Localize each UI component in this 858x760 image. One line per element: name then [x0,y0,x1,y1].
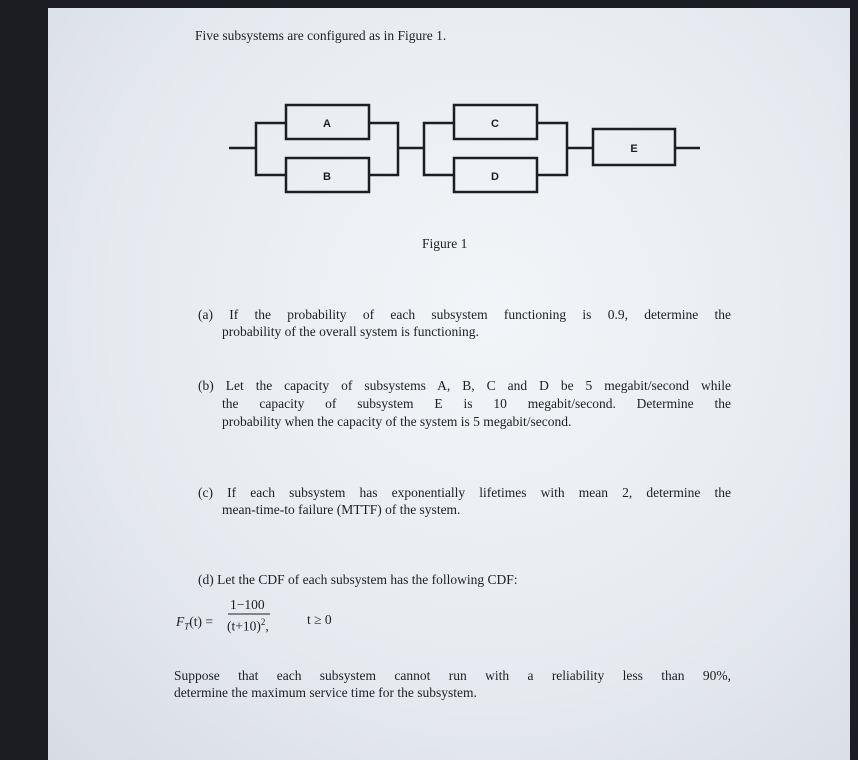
formula-arg: (t) = [189,614,213,629]
formula-subscript: T [184,621,190,632]
block-c-label: C [491,118,499,130]
formula-punct: , [265,618,269,634]
formula-numerator: 1−100 [230,597,265,612]
closing-line1: Suppose that each subsystem cannot run with a reliability less than 90%, [174,668,731,683]
figure-caption: Figure 1 [422,236,468,251]
part-a-line2: probability of the overall system is functioning. [222,324,479,339]
part-c-line2: mean-time-to failure (MTTF) of the system. [222,502,461,517]
part-c-line1: (c) If each subsystem has exponentially lifetimes with mean 2, determine the [198,485,731,500]
formula-lhs: F [176,614,185,629]
part-b-line2: the capacity of subsystem E is 10 megabit/second. Determine the [222,396,731,411]
block-a-label: A [323,118,331,130]
formula-exponent: 2 [260,617,266,627]
part-b-line3: probability when the capacity of the system is 5 megabit/second. [222,414,572,429]
closing-line2: determine the maximum service time for the subsystem. [174,685,477,700]
intro-text: Five subsystems are configured as in Figure 1. [195,28,447,43]
part-a-line1: (a) If the probability of each subsystem functioning is 0.9, determine the [198,307,731,322]
part-d-text: (d) Let the CDF of each subsystem has the following CDF: [198,572,518,587]
block-e-label: E [630,143,638,155]
formula-denominator: (t+10) [227,618,261,634]
part-b-line1: (b) Let the capacity of subsystems A, B, C and D be 5 megabit/second while [198,378,731,393]
block-d-label: D [491,171,499,183]
block-b-label: B [323,171,331,183]
formula-condition: t ≥ 0 [307,612,332,627]
